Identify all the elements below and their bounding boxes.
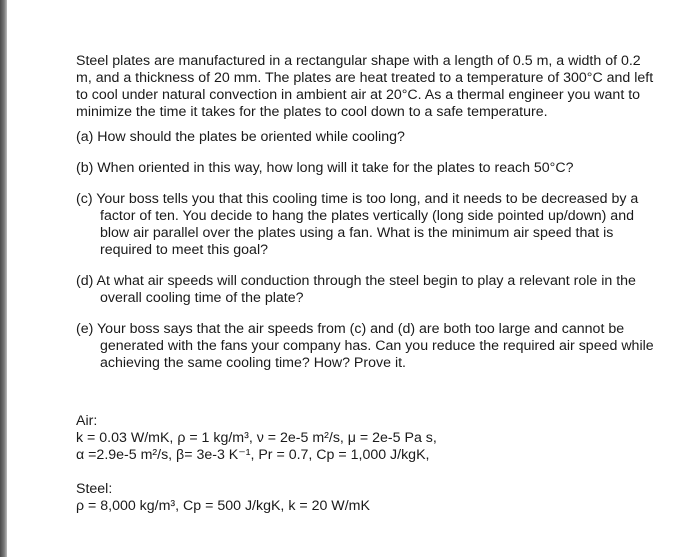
question-a: (a) How should the plates be oriented while cooling? xyxy=(76,129,405,145)
problem-document xyxy=(76,53,656,515)
air-properties-line-2: α =2.9e-5 m²/s, β= 3e-3 K⁻¹, Pr = 0.7, Cp = 1,000 J/kgK, xyxy=(76,447,430,463)
air-properties-line-1: k = 0.03 W/mK, ρ = 1 kg/m³, ν = 2e-5 m²/s, μ = 2e-5 Pa s, xyxy=(76,430,437,446)
air-properties-title: Air: xyxy=(76,413,98,429)
steel-properties-title: Steel: xyxy=(76,481,113,497)
question-c: (c) Your boss tells you that this cooling time is too long, and it needs to be decreased by a factor of ten. You decide to hang the plates vertically (long side pointed up/down) and blow air parallel over the plates using a fan. What is the minimum air speed that is required to meet this goal? xyxy=(76,191,639,258)
question-b: (b) When oriented in this way, how long will it take for the plates to reach 50°C? xyxy=(76,160,574,176)
air-properties xyxy=(76,413,656,464)
steel-properties-line-1: ρ = 8,000 kg/m³, Cp = 500 J/kgK, k = 20 W/mK xyxy=(76,498,370,514)
problem-intro: Steel plates are manufactured in a rectangular shape with a length of 0.5 m, a width of 0.2 m, and a thickness of 20 mm. The plates are heat treated to a temperature of 300°C and left to cool under natural convection in ambient air at 20°C. As a thermal engineer you want to minimize the time it takes for the plates to cool down to a safe temperature. xyxy=(76,53,654,120)
screen-left-edge xyxy=(0,0,7,557)
steel-properties xyxy=(76,481,656,515)
question-d: (d) At what air speeds will conduction through the steel begin to play a relevant role in the overall cooling time of the plate? xyxy=(76,273,636,306)
question-e: (e) Your boss says that the air speeds from (c) and (d) are both too large and cannot be generated with the fans your company has. Can you reduce the required air speed while achieving the same cooling time? How? Prove it. xyxy=(76,321,654,371)
